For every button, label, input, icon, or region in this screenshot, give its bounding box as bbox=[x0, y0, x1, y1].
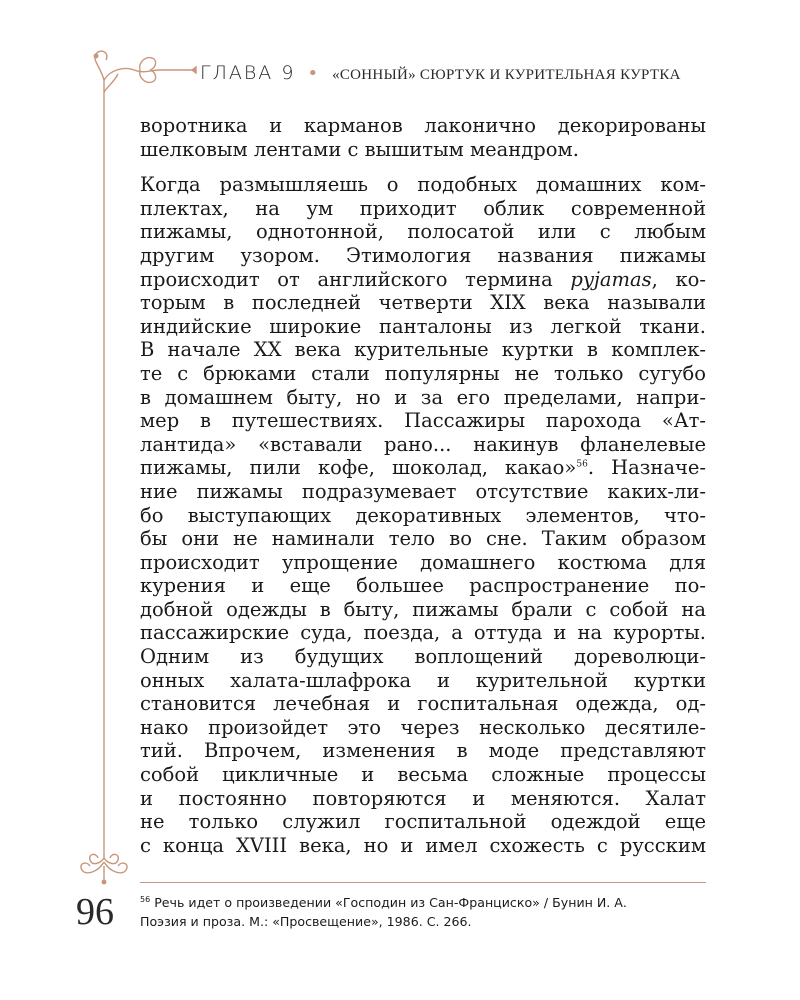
text-line: шелковым лентами с вышитым меандром. bbox=[140, 137, 579, 161]
text-line: курения и еще большее распространение по- bbox=[140, 574, 706, 598]
text-line: добной одежды в быту, пижамы брали с собой на bbox=[140, 597, 706, 621]
chapter-label: ГЛАВА 9 bbox=[200, 62, 296, 84]
text-line: в домашнем быту, но и за его пределами, напри- bbox=[140, 385, 706, 409]
text-line: воротника и карманов лаконично декорированы bbox=[140, 114, 706, 137]
text-line: бы они не наминали тело во сне. Таким образом bbox=[140, 527, 706, 551]
text-line: плектах, на ум приходит облик современной bbox=[140, 196, 706, 220]
text-line: мер в путешествиях. Пассажиры парохода «Ат- bbox=[140, 409, 706, 433]
footnote-divider bbox=[140, 882, 706, 883]
footnote-number: 56 bbox=[140, 894, 151, 904]
text-line: индийские широкие панталоны из легкой ткани. bbox=[140, 314, 706, 338]
text-line: Одним из будущих воплощений дореволюци- bbox=[140, 645, 706, 669]
running-head bbox=[200, 62, 760, 88]
text-line: и постоянно повторяются и меняются. Халат bbox=[140, 786, 706, 810]
text-line: ние пижамы подразумевает отсутствие каких-ли- bbox=[140, 479, 706, 503]
footnote bbox=[140, 893, 706, 931]
text-line: тий. Впрочем, изменения в моде представляют bbox=[140, 739, 706, 763]
text-fragment: пижамы, пили кофе, шоколад, какао» bbox=[140, 456, 577, 480]
text-line: нако произойдет это через несколько десятиле- bbox=[140, 715, 706, 739]
text-line: не только служил госпитальной одеждой еще bbox=[140, 810, 706, 834]
text-fragment: , ко- bbox=[651, 267, 706, 291]
footnote-line-1 bbox=[140, 893, 706, 912]
page-number: 96 bbox=[76, 891, 114, 933]
text-line: происходит упрощение домашнего костюма для bbox=[140, 550, 706, 574]
text-line: пассажирские суда, поезда, а оттуда и на курорты. bbox=[140, 621, 706, 645]
text-line: собой цикличные и весьма сложные процессы bbox=[140, 763, 706, 787]
text-line: В начале XX века курительные куртки в комплек- bbox=[140, 338, 706, 362]
text-line: бо выступающих декоративных элементов, что- bbox=[140, 503, 706, 527]
text-line: торым в последней четверти XIX века называли bbox=[140, 291, 706, 315]
footnote-text: Речь идет о произведении «Господин из Сан-Франциско» / Бунин И. А. bbox=[154, 895, 627, 910]
text-line-pyjamas bbox=[140, 268, 706, 292]
footnote-ref: 56 bbox=[576, 459, 588, 470]
body-text bbox=[140, 114, 706, 857]
italic-term: pyjamas bbox=[570, 267, 652, 291]
header-bullet: • bbox=[307, 63, 319, 84]
text-line: пижамы, однотонной, полосатой или с любым bbox=[140, 220, 706, 244]
text-line: с конца XVIII века, но и имел схожесть с русским bbox=[140, 833, 706, 857]
text-line: онных халата-шлафрока и курительной куртки bbox=[140, 668, 706, 692]
text-line: другим узором. Этимология названия пижамы bbox=[140, 243, 706, 267]
text-fragment: . Назначе- bbox=[587, 456, 706, 480]
text-fragment: происходит от английского термина bbox=[140, 267, 571, 291]
text-line: становится лечебная и госпитальная одежда, од- bbox=[140, 692, 706, 716]
text-line: лантида» «вставали рано... накинув фланелевые bbox=[140, 432, 706, 456]
text-line-footnote-ref bbox=[140, 456, 706, 480]
text-line: те с брюками стали популярны не только сугубо bbox=[140, 361, 706, 385]
chapter-title: «СОННЫЙ» СЮРТУК И КУРИТЕЛЬНАЯ КУРТКА bbox=[332, 67, 681, 83]
text-line: Когда размышляешь о подобных домашних ком- bbox=[140, 173, 706, 197]
footnote-line-2: Поэзия и проза. М.: «Просвещение», 1986. С. 266. bbox=[140, 914, 472, 929]
